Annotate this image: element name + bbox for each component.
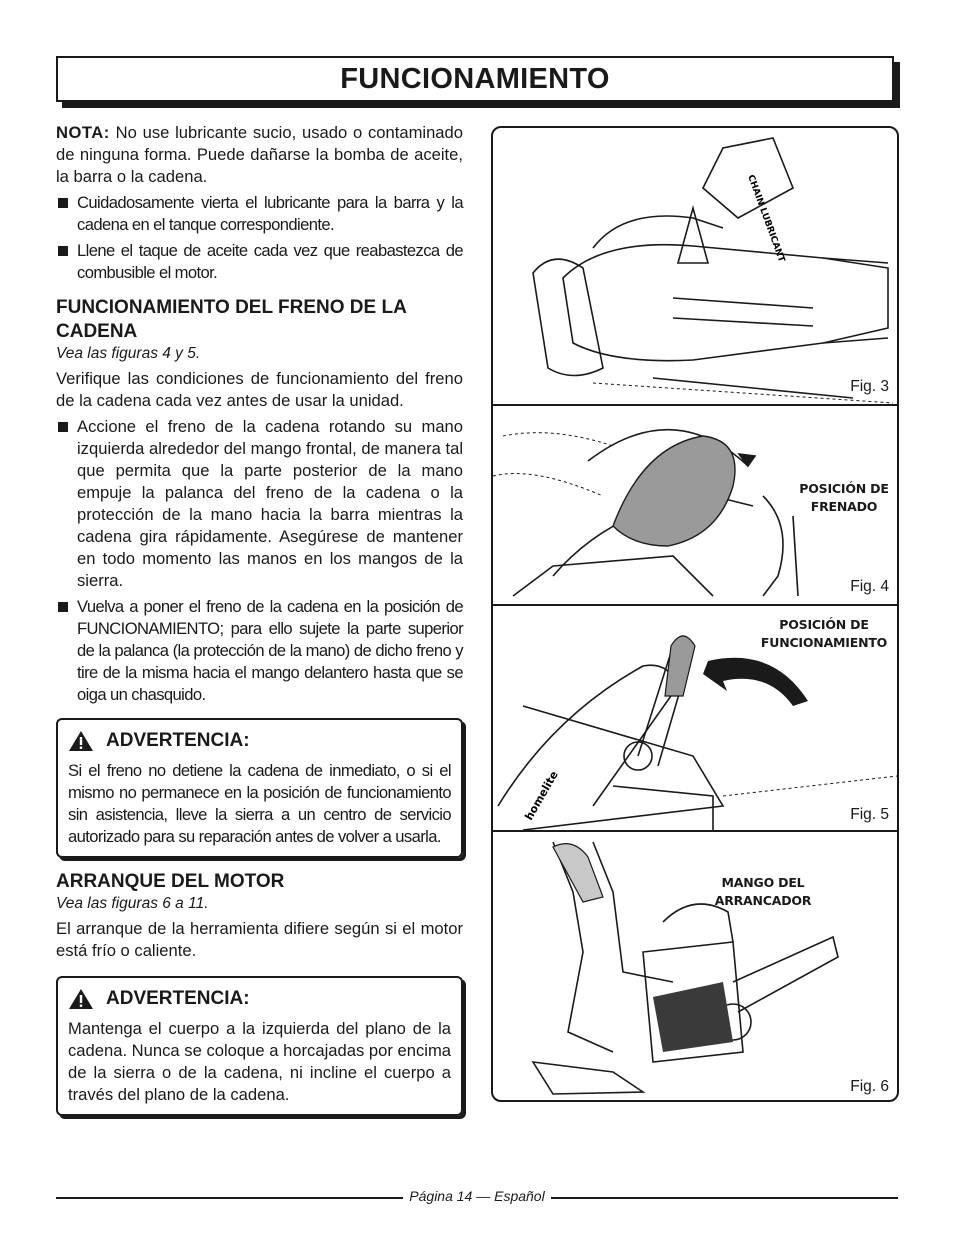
fig4-callout-line1: POSICIÓN DE <box>799 481 889 496</box>
start-section-heading: ARRANQUE DEL MOTOR <box>56 871 285 892</box>
brake-bullet-list <box>56 416 463 706</box>
footer-text-wrap <box>56 1188 898 1204</box>
fig3-illustration <box>493 128 897 404</box>
brake-see-figures: Vea las figuras 4 y 5. <box>56 345 201 362</box>
fig6-label: Fig. 6 <box>850 1078 889 1095</box>
fig4-callout <box>789 480 899 516</box>
list-item <box>56 192 463 236</box>
fig5-brand-text: homelite <box>522 768 561 823</box>
title-banner <box>56 56 898 106</box>
fig5-callout-line1: POSICIÓN DE <box>779 617 869 632</box>
warning-triangle-icon <box>68 730 94 752</box>
list-item-text: Vuelva a poner el freno de la cadena en la posición de FUNCIONAMIENTO; para ello sujete la parte superior de la palanca (la protección de la mano) de dicho freno y tire de la misma hacia el mango delantero hasta que se oiga un chasquido. <box>77 597 463 704</box>
brake-section-heading: FUNCIONAMIENTO DEL FRENO DE LA CADENA <box>56 297 407 342</box>
fig6-callout <box>707 874 819 910</box>
fig6-callout-line2: ARRANCADOR <box>714 893 812 908</box>
fig4-panel <box>493 404 897 604</box>
fig6-panel <box>493 830 897 1102</box>
footer-text: Página 14 — Español <box>403 1188 550 1204</box>
fig5-panel <box>493 604 897 830</box>
page-title: FUNCIONAMIENTO <box>340 62 610 95</box>
oil-bullet-list <box>56 192 463 284</box>
warning-label: ADVERTENCIA: <box>106 988 250 1009</box>
warning-triangle-icon <box>68 988 94 1010</box>
title-box <box>56 56 894 102</box>
nota-paragraph <box>56 122 463 188</box>
square-bullet-icon <box>58 198 68 208</box>
list-item-text: Llene el taque de aceite cada vez que reabastezca de combusible el motor. <box>77 241 463 282</box>
figure-frame <box>491 126 899 1102</box>
fig3-panel <box>493 128 897 404</box>
fig4-callout-line2: FRENADO <box>810 499 878 514</box>
start-intro: El arranque de la herramienta difiere según si el motor está frío o caliente. <box>56 919 463 960</box>
fig6-illustration <box>493 832 897 1102</box>
list-item <box>56 240 463 284</box>
nota-text: No use lubricante sucio, usado o contaminado de ninguna forma. Puede dañarse la bomba de aceite, la barra o la cadena. <box>56 123 463 186</box>
list-item-text: Accione el freno de la cadena rotando su mano izquierda alrededor del mango frontal, de manera tal que permita que la parte posterior de la mano empuje la palanca del freno de la cadena o la protección de la mano hacia la barra mientras la cadena gira rápidamente. Asegúrese de mantener en todo momento las manos en los mangos de la sierra. <box>77 417 463 590</box>
fig3-bottle-text: CHAIN LUBRICANT <box>745 173 787 264</box>
fig6-callout-line1: MANGO DEL <box>721 875 805 890</box>
left-column <box>56 122 463 1116</box>
fig5-label: Fig. 5 <box>850 806 889 823</box>
start-see-figures: Vea las figuras 6 a 11. <box>56 895 209 912</box>
list-item-text: Cuidadosamente vierta el lubricante para la barra y la cadena en el tanque correspondiente. <box>77 193 463 234</box>
warning-header <box>68 988 451 1010</box>
square-bullet-icon <box>58 246 68 256</box>
warning-label: ADVERTENCIA: <box>106 730 250 751</box>
fig5-callout <box>749 616 899 652</box>
list-item <box>56 416 463 592</box>
square-bullet-icon <box>58 422 68 432</box>
brake-intro: Verifique las condiciones de funcionamiento del freno de la cadena cada vez antes de usar la unidad. <box>56 369 463 410</box>
fig3-label: Fig. 3 <box>850 378 889 395</box>
warning-box-brake <box>56 718 463 858</box>
warning-box-body-position <box>56 976 463 1116</box>
page-footer <box>56 1186 898 1208</box>
nota-label: NOTA: <box>56 123 110 142</box>
square-bullet-icon <box>58 602 68 612</box>
warning-text: Si el freno no detiene la cadena de inmediato, o si el mismo no permanece en la posición de funcionamiento sin asistencia, lleve la sierra a un centro de servicio autorizado para su reparación antes de volver a usarla. <box>68 761 451 846</box>
fig5-callout-line2: FUNCIONAMIENTO <box>760 635 888 650</box>
warning-text: Mantenga el cuerpo a la izquierda del plano de la cadena. Nunca se coloque a horcajadas por encima de la sierra o de la cadena, ni incline el cuerpo a través del plano de la cadena. <box>68 1019 451 1104</box>
fig4-label: Fig. 4 <box>850 578 889 595</box>
list-item <box>56 596 463 706</box>
warning-header <box>68 730 451 752</box>
